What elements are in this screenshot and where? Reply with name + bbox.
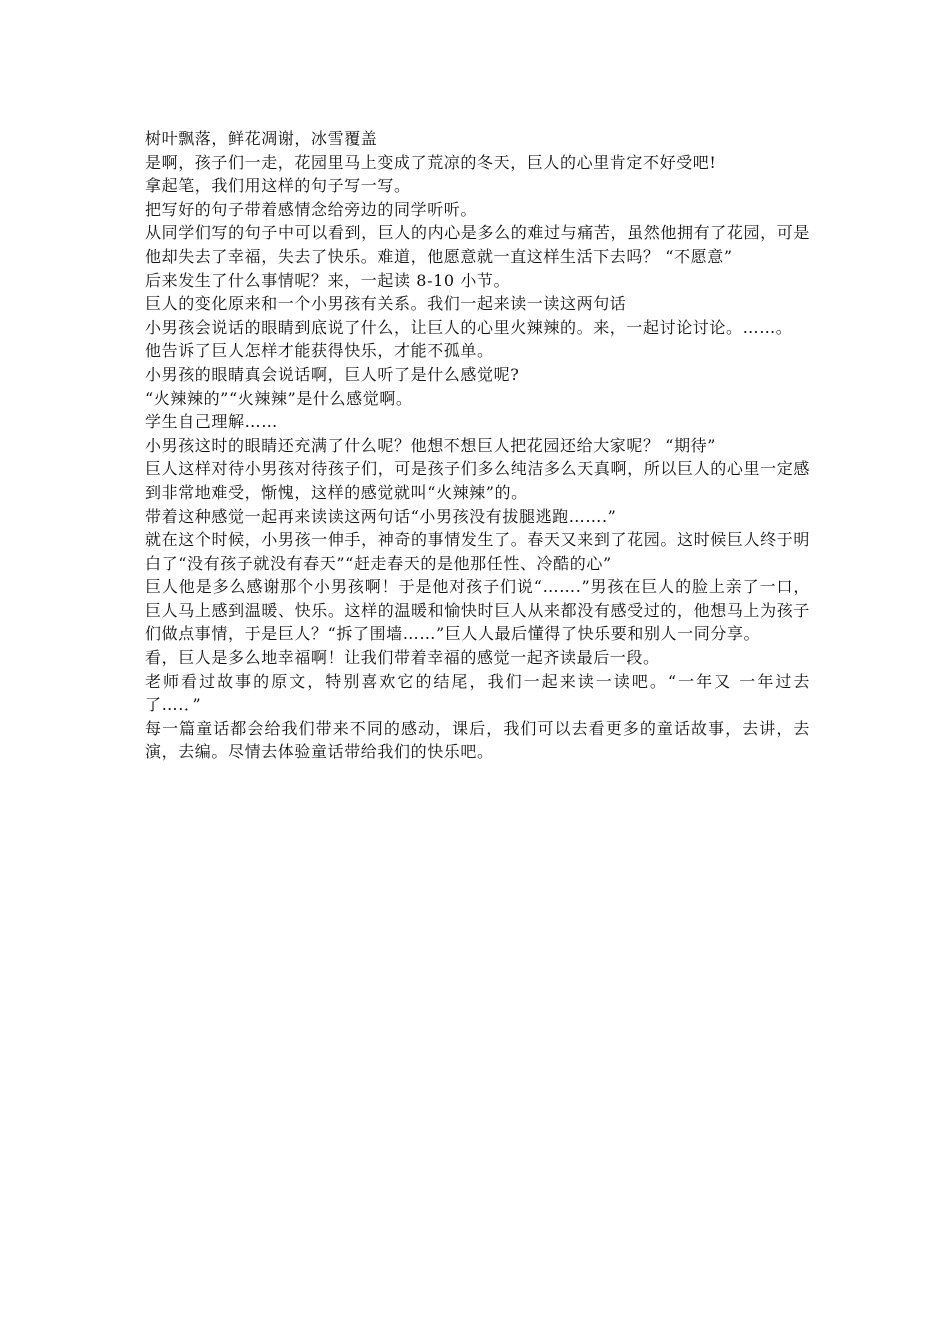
paragraph-8: 小男孩会说话的眼睛到底说了什么，让巨人的心里火辣辣的。来，一起讨论讨论。……。 [145,317,793,337]
paragraph-18: 看，巨人是多么地幸福啊！让我们带着幸福的感觉一起齐读最后一段。 [145,648,660,668]
paragraph-17: 巨人他是多么感谢那个小男孩啊！于是他对孩子们说“…….”男孩在巨人的脸上亲了一口，巨人马上感到温暖、快乐。这样的温暖和愉快时巨人从来都没有感受过的，他想马上为孩子们做点事情，于是巨人？“拆了围墙……”巨人人最后懂得了快乐要和别人一同分享。 [145,577,810,644]
paragraph-12: 学生自己理解…… [145,412,278,432]
paragraph-11: “火辣辣的”“火辣辣”是什么感觉啊。 [145,388,413,408]
paragraph-6: 后来发生了什么事情呢？来，一起读 8-10 小节。 [145,270,511,290]
paragraph-10: 小男孩的眼睛真会说话啊，巨人听了是什么感觉呢? [145,364,520,384]
paragraph-2: 是啊，孩子们一走，花园里马上变成了荒凉的冬天，巨人的心里肯定不好受吧! [145,152,717,172]
paragraph-15: 带着这种感觉一起再来读读这两句话“小男孩没有拔腿逃跑…….” [145,506,617,526]
paragraph-1: 树叶飘落，鲜花凋谢，冰雪覆盖 [145,129,378,148]
paragraph-14: 巨人这样对待小男孩对待孩子们，可是孩子们多么纯洁多么天真啊，所以巨人的心里一定感到非常地难受，惭愧，这样的感觉就叫“火辣辣”的。 [145,459,810,502]
paragraph-16: 就在这个时候，小男孩一伸手，神奇的事情发生了。春天又来到了花园。这时候巨人终于明白了“没有孩子就没有春天”“赶走春天的是他那任性、冷酷的心” [145,530,810,573]
paragraph-19: 老师看过故事的原文，特别喜欢它的结尾，我们一起来读一读吧。“一年又 一年过去了….．” [145,671,810,715]
paragraph-7: 巨人的变化原来和一个小男孩有关系。我们一起来读一读这两句话 [145,294,627,314]
document-body [145,127,810,764]
paragraph-20: 每一篇童话都会给我们带来不同的感动，课后，我们可以去看更多的童话故事，去讲，去演，去编。尽情去体验童话带给我们的快乐吧。 [145,718,810,762]
paragraph-3: 拿起笔，我们用这样的句子写一写。 [145,176,411,196]
paragraph-13: 小男孩这时的眼睛还充满了什么呢？他想不想巨人把花园还给大家呢？ “期待” [145,435,717,455]
paragraph-9: 他告诉了巨人怎样才能获得快乐，才能不孤单。 [145,341,494,361]
paragraph-4: 把写好的句子带着感情念给旁边的同学听听。 [145,199,478,219]
paragraph-5: 从同学们写的句子中可以看到，巨人的内心是多么的难过与痛苦，虽然他拥有了花园，可是他却失去了幸福，失去了快乐。难道，他愿意就一直这样生活下去吗？ “不愿意” [145,223,810,266]
